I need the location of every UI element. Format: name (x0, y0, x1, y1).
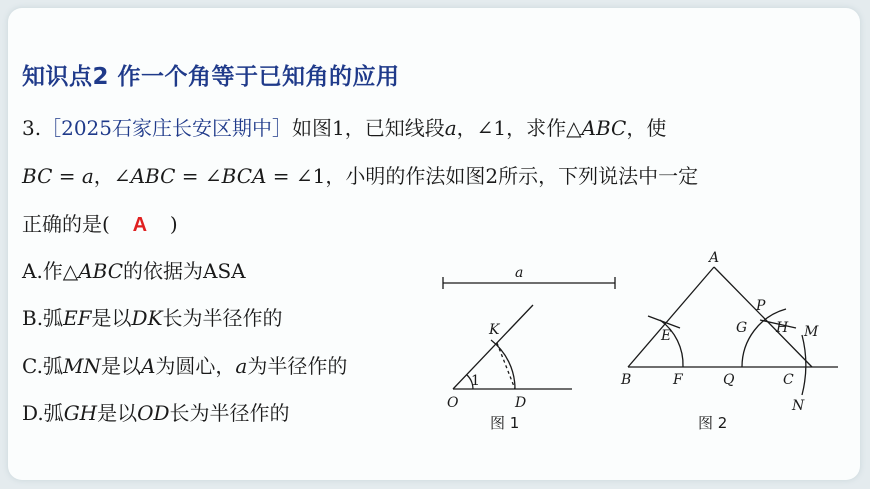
option-var: OD (137, 401, 170, 425)
option-text: 长为半径作的 (162, 306, 283, 330)
segment-a-label: a (515, 265, 524, 281)
side-ab (628, 267, 714, 367)
label-h: H (776, 320, 789, 336)
label-o: O (447, 395, 459, 411)
option-var: GH (63, 401, 98, 425)
label-a: A (709, 250, 720, 266)
arc-e-mark (648, 316, 680, 328)
label-e: E (661, 328, 672, 344)
option-text: 是以 (100, 354, 141, 378)
option-var: DK (131, 306, 163, 330)
label-c: C (783, 372, 794, 388)
label-k: K (489, 322, 500, 338)
option-text: 为圆心， (155, 354, 236, 378)
label-d: D (515, 395, 527, 411)
arc-mn (802, 335, 806, 395)
label-g: G (736, 320, 748, 336)
question-number: 3. (22, 116, 42, 140)
question-text: = ∠ (175, 164, 222, 188)
segment-bc: BC (22, 164, 53, 188)
variable-a: a (444, 116, 457, 140)
side-ac (714, 267, 812, 367)
question-text: = (52, 164, 82, 188)
question-text: 正确的是( (22, 212, 110, 236)
chord-dk (497, 343, 515, 389)
figure-1 (443, 277, 615, 389)
option-text: 是以 (91, 306, 132, 330)
option-text: 的依据为ASA (123, 259, 246, 283)
arc-dk (491, 340, 515, 389)
label-f: F (673, 372, 683, 388)
question-text: 如图1，已知线段 (292, 116, 445, 140)
label-q: Q (723, 372, 735, 388)
angle-abc: ABC (130, 164, 176, 188)
option-text: 长为半径作的 (169, 401, 290, 425)
label-b: B (621, 372, 632, 388)
option-var: A (140, 354, 156, 378)
option-var: a (235, 354, 248, 378)
question-source: ［2025石家庄长安区期中］ (41, 116, 292, 140)
label-n: N (792, 398, 805, 414)
option-text: C.弧 (22, 354, 63, 378)
triangle-name: ABC (581, 116, 627, 140)
question-text: ，∠ (93, 164, 131, 188)
option-var: EF (63, 306, 92, 330)
question-text: ) (169, 212, 178, 236)
angle-bca: BCA (221, 164, 267, 188)
question-text: ，∠1，求作△ (456, 116, 582, 140)
option-text: A.作△ (22, 259, 79, 283)
figure-2-caption: 图 2 (698, 414, 728, 432)
ray-ok (453, 305, 533, 389)
label-m: M (804, 324, 819, 340)
figure-1-caption: 图 1 (490, 414, 520, 432)
question-text: = ∠1，小明的作法如图2所示，下列说法中一定 (266, 164, 699, 188)
option-text: 为半径作的 (247, 354, 348, 378)
option-var: MN (62, 354, 101, 378)
answer-badge: A (132, 214, 148, 236)
variable-a: a (81, 164, 94, 188)
label-p: P (756, 298, 766, 314)
option-text: B.弧 (22, 306, 64, 330)
option-var: ABC (78, 259, 124, 283)
section-title: 知识点2 作一个角等于已知角的应用 (22, 64, 400, 90)
label-angle-1: 1 (471, 373, 480, 389)
option-text: 是以 (97, 401, 138, 425)
option-text: D.弧 (22, 401, 64, 425)
question-text: ，使 (626, 116, 667, 140)
